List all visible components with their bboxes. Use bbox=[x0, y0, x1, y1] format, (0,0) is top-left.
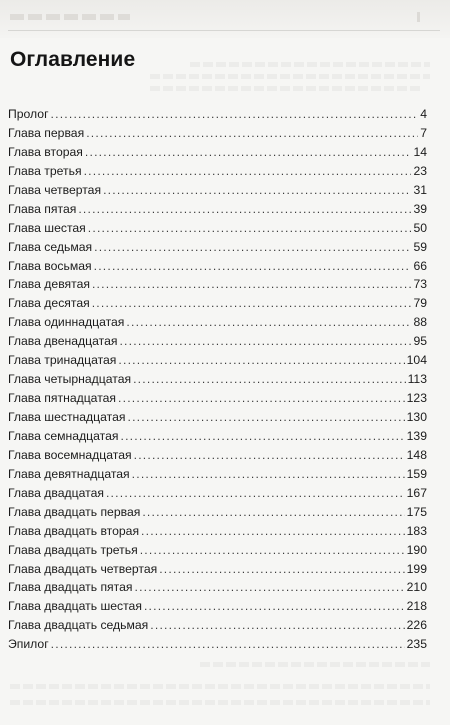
table-of-contents bbox=[8, 105, 427, 654]
toc-entry[interactable] bbox=[8, 503, 427, 522]
toc-entry[interactable] bbox=[8, 616, 427, 635]
bleed-through-line bbox=[10, 700, 430, 705]
toc-entry-page-number: 88 bbox=[413, 315, 427, 330]
toc-dot-leader bbox=[118, 389, 405, 408]
toc-dot-leader bbox=[51, 105, 419, 124]
toc-entry-label: Глава двенадцатая bbox=[8, 334, 118, 349]
toc-entry-label: Глава седьмая bbox=[8, 239, 93, 254]
toc-dot-leader bbox=[118, 351, 404, 370]
toc-dot-leader bbox=[133, 370, 405, 389]
bleed-through-mark bbox=[417, 12, 420, 22]
toc-dot-leader bbox=[140, 541, 405, 560]
toc-entry[interactable] bbox=[8, 541, 427, 560]
toc-entry[interactable] bbox=[8, 105, 427, 124]
toc-dot-leader bbox=[85, 143, 412, 162]
toc-dot-leader bbox=[144, 597, 405, 616]
toc-entry-page-number: 73 bbox=[413, 277, 427, 292]
toc-entry-label: Глава двадцать первая bbox=[8, 504, 141, 519]
toc-entry-page-number: 210 bbox=[406, 580, 427, 595]
bleed-through-line bbox=[200, 662, 430, 667]
toc-entry-page-number: 175 bbox=[406, 504, 427, 519]
toc-entry[interactable] bbox=[8, 143, 427, 162]
toc-entry-page-number: 130 bbox=[406, 410, 427, 424]
toc-entry-label: Глава третья bbox=[8, 163, 82, 178]
toc-entry-page-number: 4 bbox=[420, 107, 427, 121]
toc-entry-page-number: 7 bbox=[420, 125, 427, 140]
toc-entry-page-number: 66 bbox=[413, 258, 427, 273]
toc-entry-label: Глава десятая bbox=[8, 296, 90, 311]
toc-dot-leader bbox=[141, 522, 405, 541]
toc-entry-page-number: 190 bbox=[406, 542, 427, 557]
toc-entry-label: Глава девятая bbox=[8, 277, 90, 292]
toc-entry-label: Эпилог bbox=[8, 637, 49, 652]
header-rule bbox=[8, 30, 440, 31]
toc-entry-label: Глава тринадцатая bbox=[8, 353, 117, 368]
toc-entry-label: Глава двадцатая bbox=[8, 485, 104, 500]
toc-entry[interactable] bbox=[8, 427, 427, 446]
toc-entry-label: Глава шестая bbox=[8, 220, 86, 235]
toc-entry-label: Глава восьмая bbox=[8, 258, 92, 273]
toc-dot-leader bbox=[119, 332, 411, 351]
toc-entry[interactable] bbox=[8, 219, 427, 238]
toc-entry-page-number: 104 bbox=[406, 353, 427, 368]
toc-entry-page-number: 79 bbox=[413, 296, 427, 311]
toc-dot-leader bbox=[127, 408, 404, 427]
toc-entry-label: Глава четырнадцатая bbox=[8, 372, 132, 387]
toc-entry[interactable] bbox=[8, 313, 427, 332]
toc-dot-leader bbox=[134, 446, 405, 465]
toc-dot-leader bbox=[159, 560, 404, 579]
bleed-through-line bbox=[150, 74, 430, 79]
toc-dot-leader bbox=[94, 257, 412, 276]
toc-entry-label: Глава первая bbox=[8, 125, 85, 140]
toc-entry-label: Глава одиннадцатая bbox=[8, 315, 125, 330]
toc-dot-leader bbox=[78, 200, 411, 219]
toc-entry[interactable] bbox=[8, 181, 427, 200]
toc-entry[interactable] bbox=[8, 162, 427, 181]
toc-entry-page-number: 159 bbox=[406, 466, 427, 481]
toc-entry-page-number: 218 bbox=[406, 599, 427, 614]
page-header-strip bbox=[0, 0, 450, 38]
toc-entry-page-number: 199 bbox=[406, 561, 427, 576]
toc-entry-page-number: 226 bbox=[406, 618, 427, 633]
toc-entry[interactable] bbox=[8, 635, 427, 654]
toc-entry-label: Глава двадцать третья bbox=[8, 542, 138, 557]
toc-entry-label: Глава двадцать вторая bbox=[8, 523, 140, 538]
toc-dot-leader bbox=[51, 635, 405, 654]
toc-entry-page-number: 113 bbox=[407, 372, 427, 387]
toc-entry[interactable] bbox=[8, 446, 427, 465]
bleed-through-line bbox=[190, 62, 430, 67]
toc-entry-page-number: 235 bbox=[406, 637, 427, 652]
toc-entry-page-number: 148 bbox=[406, 447, 427, 462]
toc-entry[interactable] bbox=[8, 560, 427, 579]
toc-entry[interactable] bbox=[8, 275, 427, 294]
toc-entry[interactable] bbox=[8, 370, 427, 389]
toc-entry-label: Глава двадцать седьмая bbox=[8, 618, 149, 633]
page-title: Оглавление bbox=[10, 48, 136, 71]
toc-entry-label: Глава семнадцатая bbox=[8, 428, 119, 443]
toc-dot-leader bbox=[84, 162, 412, 181]
toc-entry[interactable] bbox=[8, 465, 427, 484]
bleed-through-line bbox=[10, 684, 430, 689]
toc-entry[interactable] bbox=[8, 257, 427, 276]
toc-entry-label: Глава шестнадцатая bbox=[8, 410, 126, 424]
toc-entry[interactable] bbox=[8, 332, 427, 351]
toc-entry-page-number: 167 bbox=[406, 485, 427, 500]
toc-dot-leader bbox=[88, 219, 412, 238]
toc-entry-label: Пролог bbox=[8, 107, 49, 121]
toc-entry[interactable] bbox=[8, 200, 427, 219]
bleed-through-text bbox=[10, 14, 130, 20]
toc-entry-page-number: 31 bbox=[413, 182, 427, 197]
toc-entry-label: Глава пятая bbox=[8, 201, 77, 216]
toc-dot-leader bbox=[103, 181, 411, 200]
toc-entry-page-number: 183 bbox=[406, 523, 427, 538]
toc-dot-leader bbox=[92, 275, 411, 294]
toc-dot-leader bbox=[142, 503, 404, 522]
toc-dot-leader bbox=[86, 124, 418, 143]
toc-entry-page-number: 123 bbox=[406, 391, 427, 406]
toc-entry[interactable] bbox=[8, 124, 427, 143]
toc-entry-label: Глава двадцать пятая bbox=[8, 580, 133, 595]
toc-dot-leader bbox=[126, 313, 411, 332]
toc-dot-leader bbox=[150, 616, 404, 635]
toc-entry-label: Глава пятнадцатая bbox=[8, 391, 117, 406]
toc-entry-page-number: 95 bbox=[413, 334, 427, 349]
toc-entry-label: Глава восемнадцатая bbox=[8, 447, 132, 462]
toc-entry[interactable] bbox=[8, 597, 427, 616]
toc-entry-page-number: 14 bbox=[413, 144, 427, 159]
toc-entry-page-number: 139 bbox=[406, 428, 427, 443]
toc-dot-leader bbox=[106, 484, 405, 503]
toc-entry-label: Глава двадцать четвертая bbox=[8, 561, 158, 576]
toc-dot-leader bbox=[132, 465, 405, 484]
toc-dot-leader bbox=[94, 238, 411, 257]
bleed-through-line bbox=[150, 86, 420, 91]
toc-entry-page-number: 59 bbox=[413, 239, 427, 254]
toc-entry[interactable] bbox=[8, 389, 427, 408]
toc-entry-label: Глава двадцать шестая bbox=[8, 599, 142, 614]
toc-entry[interactable] bbox=[8, 484, 427, 503]
toc-entry-label: Глава девятнадцатая bbox=[8, 466, 130, 481]
toc-entry[interactable] bbox=[8, 408, 427, 427]
toc-dot-leader bbox=[121, 427, 405, 446]
toc-dot-leader bbox=[134, 578, 404, 597]
toc-entry[interactable] bbox=[8, 522, 427, 541]
toc-entry-page-number: 39 bbox=[413, 201, 427, 216]
toc-entry-label: Глава четвертая bbox=[8, 182, 102, 197]
toc-entry[interactable] bbox=[8, 238, 427, 257]
toc-dot-leader bbox=[92, 294, 412, 313]
toc-entry-page-number: 50 bbox=[413, 220, 427, 235]
toc-entry[interactable] bbox=[8, 351, 427, 370]
toc-entry[interactable] bbox=[8, 578, 427, 597]
toc-entry-label: Глава вторая bbox=[8, 144, 83, 159]
toc-entry-page-number: 23 bbox=[413, 163, 427, 178]
toc-entry[interactable] bbox=[8, 294, 427, 313]
